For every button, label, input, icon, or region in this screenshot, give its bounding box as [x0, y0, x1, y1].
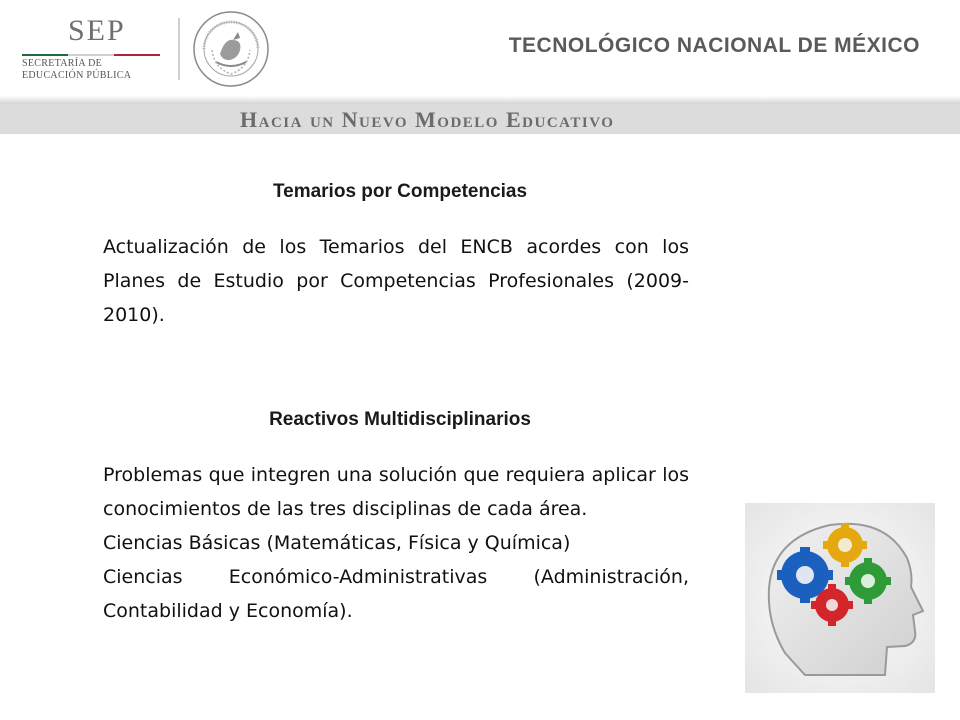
sep-subtitle: [22, 58, 131, 82]
header: [0, 0, 960, 100]
section2-line2: Ciencias Básicas (Matemáticas, Física y Química): [103, 532, 571, 554]
section1-heading: Temarios por Competencias: [272, 181, 528, 202]
header-divider: [178, 18, 180, 80]
section2-body: [103, 458, 689, 628]
section2-line3: Ciencias Económico-Administrativas (Administración, Contabilidad y Economía).: [103, 566, 689, 622]
section2-text: Problemas que integren una solución que requiera aplicar los conocimientos de las tres disciplinas de cada área.: [103, 464, 689, 520]
section2-heading: Reactivos Multidisciplinarios: [269, 409, 531, 430]
head-gears-icon: [745, 503, 935, 693]
sep-subtitle-line2: EDUCACIÓN PÚBLICA: [22, 70, 132, 81]
national-seal-icon: [192, 10, 270, 88]
band-title: Hacia un Nuevo Modelo Educativo: [240, 107, 615, 132]
sep-logo-text: SEP: [68, 14, 126, 47]
institution-name: TECNOLÓGICO NACIONAL DE MÉXICO: [508, 34, 920, 57]
sep-subtitle-line1: SECRETARÍA DE: [22, 58, 103, 69]
sep-tricolor-rule: [22, 54, 160, 56]
section1-text: Actualización de los Temarios del ENCB acordes con los Planes de Estudio por Competencias Profesionales (2009-2010).: [103, 236, 689, 326]
